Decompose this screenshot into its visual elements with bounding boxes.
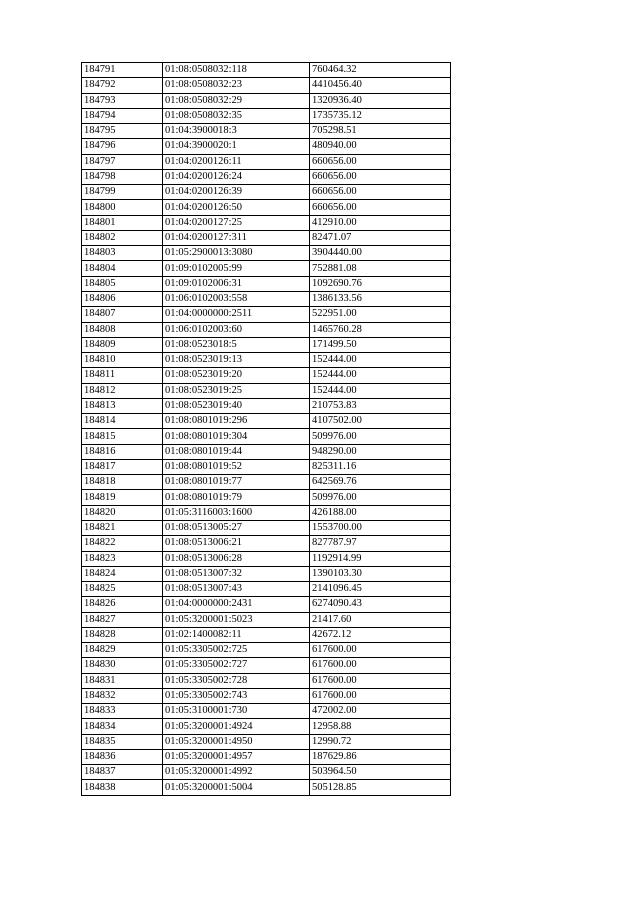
- value-cell: 509976.00: [310, 490, 451, 505]
- cadastral-number-cell: 01:08:0801019:52: [163, 459, 310, 474]
- cadastral-number-cell: 01:08:0801019:79: [163, 490, 310, 505]
- value-cell: 21417.60: [310, 612, 451, 627]
- cadastral-number-cell: 01:08:0523019:25: [163, 383, 310, 398]
- table-row: [82, 765, 451, 780]
- cadastral-number-cell: 01:05:3100001:730: [163, 704, 310, 719]
- value-cell: 642569.76: [310, 475, 451, 490]
- table-row: [82, 520, 451, 535]
- value-cell: 1553700.00: [310, 520, 451, 535]
- table-row: [82, 627, 451, 642]
- cadastral-number-cell: 01:04:0200127:25: [163, 215, 310, 230]
- data-table: [81, 62, 451, 796]
- cadastral-number-cell: 01:09:0102005:99: [163, 261, 310, 276]
- value-cell: 948290.00: [310, 444, 451, 459]
- table-row: [82, 230, 451, 245]
- value-cell: 1735735.12: [310, 108, 451, 123]
- table-row: [82, 291, 451, 306]
- cadastral-number-cell: 01:04:3900020:1: [163, 139, 310, 154]
- table-row: [82, 734, 451, 749]
- cadastral-number-cell: 01:04:3900018:3: [163, 124, 310, 139]
- cadastral-number-cell: 01:05:3200001:5023: [163, 612, 310, 627]
- id-cell: 184823: [82, 551, 163, 566]
- table-row: [82, 383, 451, 398]
- id-cell: 184795: [82, 124, 163, 139]
- value-cell: 522951.00: [310, 307, 451, 322]
- value-cell: 152444.00: [310, 383, 451, 398]
- value-cell: 171499.50: [310, 337, 451, 352]
- table-row: [82, 246, 451, 261]
- value-cell: 152444.00: [310, 368, 451, 383]
- value-cell: 210753.83: [310, 398, 451, 413]
- cadastral-number-cell: 01:02:1400082:11: [163, 627, 310, 642]
- table-row: [82, 63, 451, 78]
- id-cell: 184798: [82, 169, 163, 184]
- cadastral-number-cell: 01:08:0508032:35: [163, 108, 310, 123]
- table-row: [82, 536, 451, 551]
- value-cell: 6274090.43: [310, 597, 451, 612]
- cadastral-number-cell: 01:04:0200127:311: [163, 230, 310, 245]
- id-cell: 184792: [82, 78, 163, 93]
- table-row: [82, 566, 451, 581]
- table-row: [82, 490, 451, 505]
- cadastral-number-cell: 01:05:3305002:725: [163, 643, 310, 658]
- value-cell: 1465760.28: [310, 322, 451, 337]
- id-cell: 184808: [82, 322, 163, 337]
- cadastral-number-cell: 01:04:0200126:39: [163, 185, 310, 200]
- value-cell: 617600.00: [310, 643, 451, 658]
- value-cell: 1390103.30: [310, 566, 451, 581]
- id-cell: 184830: [82, 658, 163, 673]
- cadastral-number-cell: 01:08:0513007:32: [163, 566, 310, 581]
- table-row: [82, 276, 451, 291]
- id-cell: 184832: [82, 688, 163, 703]
- id-cell: 184807: [82, 307, 163, 322]
- value-cell: 660656.00: [310, 185, 451, 200]
- table-row: [82, 612, 451, 627]
- table-row: [82, 780, 451, 795]
- value-cell: 472002.00: [310, 704, 451, 719]
- value-cell: 12990.72: [310, 734, 451, 749]
- value-cell: 752881.08: [310, 261, 451, 276]
- value-cell: 42672.12: [310, 627, 451, 642]
- value-cell: 1092690.76: [310, 276, 451, 291]
- value-cell: 660656.00: [310, 154, 451, 169]
- value-cell: 509976.00: [310, 429, 451, 444]
- cadastral-number-cell: 01:05:3305002:728: [163, 673, 310, 688]
- id-cell: 184813: [82, 398, 163, 413]
- value-cell: 660656.00: [310, 169, 451, 184]
- value-cell: 660656.00: [310, 200, 451, 215]
- cadastral-number-cell: 01:05:3200001:5004: [163, 780, 310, 795]
- id-cell: 184817: [82, 459, 163, 474]
- id-cell: 184796: [82, 139, 163, 154]
- table-row: [82, 475, 451, 490]
- table-row: [82, 185, 451, 200]
- cadastral-number-cell: 01:05:3200001:4957: [163, 749, 310, 764]
- id-cell: 184822: [82, 536, 163, 551]
- value-cell: 2141096.45: [310, 582, 451, 597]
- cadastral-number-cell: 01:05:3200001:4924: [163, 719, 310, 734]
- cadastral-number-cell: 01:08:0513006:21: [163, 536, 310, 551]
- cadastral-number-cell: 01:05:3305002:743: [163, 688, 310, 703]
- id-cell: 184801: [82, 215, 163, 230]
- table-row: [82, 139, 451, 154]
- id-cell: 184814: [82, 414, 163, 429]
- table-row: [82, 551, 451, 566]
- table-row: [82, 597, 451, 612]
- table-row: [82, 368, 451, 383]
- cadastral-number-cell: 01:08:0801019:304: [163, 429, 310, 444]
- cadastral-number-cell: 01:08:0523018:5: [163, 337, 310, 352]
- cadastral-number-cell: 01:05:3200001:4992: [163, 765, 310, 780]
- table-row: [82, 261, 451, 276]
- id-cell: 184794: [82, 108, 163, 123]
- value-cell: 617600.00: [310, 658, 451, 673]
- table-row: [82, 704, 451, 719]
- id-cell: 184809: [82, 337, 163, 352]
- cadastral-number-cell: 01:05:3116003:1600: [163, 505, 310, 520]
- value-cell: 827787.97: [310, 536, 451, 551]
- table-row: [82, 169, 451, 184]
- id-cell: 184824: [82, 566, 163, 581]
- id-cell: 184821: [82, 520, 163, 535]
- value-cell: 480940.00: [310, 139, 451, 154]
- value-cell: 1320936.40: [310, 93, 451, 108]
- id-cell: 184815: [82, 429, 163, 444]
- cadastral-number-cell: 01:04:0200126:24: [163, 169, 310, 184]
- table-row: [82, 749, 451, 764]
- id-cell: 184791: [82, 63, 163, 78]
- id-cell: 184837: [82, 765, 163, 780]
- cadastral-number-cell: 01:04:0200126:11: [163, 154, 310, 169]
- cadastral-number-cell: 01:08:0513007:43: [163, 582, 310, 597]
- value-cell: 1192914.99: [310, 551, 451, 566]
- id-cell: 184826: [82, 597, 163, 612]
- id-cell: 184833: [82, 704, 163, 719]
- value-cell: 4107502.00: [310, 414, 451, 429]
- value-cell: 503964.50: [310, 765, 451, 780]
- cadastral-number-cell: 01:04:0200126:50: [163, 200, 310, 215]
- id-cell: 184799: [82, 185, 163, 200]
- cadastral-number-cell: 01:08:0508032:23: [163, 78, 310, 93]
- id-cell: 184836: [82, 749, 163, 764]
- cadastral-number-cell: 01:08:0523019:20: [163, 368, 310, 383]
- id-cell: 184818: [82, 475, 163, 490]
- cadastral-number-cell: 01:09:0102006:31: [163, 276, 310, 291]
- table-row: [82, 658, 451, 673]
- table-row: [82, 459, 451, 474]
- cadastral-number-cell: 01:08:0508032:29: [163, 93, 310, 108]
- table-row: [82, 154, 451, 169]
- table-row: [82, 322, 451, 337]
- value-cell: 705298.51: [310, 124, 451, 139]
- cadastral-number-cell: 01:08:0801019:77: [163, 475, 310, 490]
- id-cell: 184827: [82, 612, 163, 627]
- cadastral-number-cell: 01:08:0523019:13: [163, 353, 310, 368]
- value-cell: 82471.07: [310, 230, 451, 245]
- table-row: [82, 643, 451, 658]
- cadastral-number-cell: 01:08:0523019:40: [163, 398, 310, 413]
- id-cell: 184803: [82, 246, 163, 261]
- table-row: [82, 353, 451, 368]
- value-cell: 617600.00: [310, 688, 451, 703]
- value-cell: 412910.00: [310, 215, 451, 230]
- id-cell: 184797: [82, 154, 163, 169]
- table-row: [82, 78, 451, 93]
- cadastral-number-cell: 01:08:0508032:118: [163, 63, 310, 78]
- value-cell: 12958.88: [310, 719, 451, 734]
- cadastral-number-cell: 01:08:0801019:44: [163, 444, 310, 459]
- cadastral-number-cell: 01:06:0102003:60: [163, 322, 310, 337]
- value-cell: 1386133.56: [310, 291, 451, 306]
- table-row: [82, 673, 451, 688]
- value-cell: 3904440.00: [310, 246, 451, 261]
- id-cell: 184806: [82, 291, 163, 306]
- table-row: [82, 414, 451, 429]
- id-cell: 184835: [82, 734, 163, 749]
- id-cell: 184834: [82, 719, 163, 734]
- table-row: [82, 505, 451, 520]
- id-cell: 184820: [82, 505, 163, 520]
- cadastral-number-cell: 01:04:0000000:2511: [163, 307, 310, 322]
- table-row: [82, 307, 451, 322]
- id-cell: 184828: [82, 627, 163, 642]
- value-cell: 505128.85: [310, 780, 451, 795]
- table-row: [82, 200, 451, 215]
- id-cell: 184831: [82, 673, 163, 688]
- table-row: [82, 108, 451, 123]
- table-row: [82, 93, 451, 108]
- value-cell: 152444.00: [310, 353, 451, 368]
- cadastral-number-cell: 01:05:3305002:727: [163, 658, 310, 673]
- table-row: [82, 215, 451, 230]
- cadastral-number-cell: 01:05:2900013:3080: [163, 246, 310, 261]
- value-cell: 426188.00: [310, 505, 451, 520]
- value-cell: 617600.00: [310, 673, 451, 688]
- table-row: [82, 582, 451, 597]
- id-cell: 184804: [82, 261, 163, 276]
- id-cell: 184819: [82, 490, 163, 505]
- id-cell: 184816: [82, 444, 163, 459]
- cadastral-number-cell: 01:08:0513006:28: [163, 551, 310, 566]
- table-row: [82, 688, 451, 703]
- id-cell: 184829: [82, 643, 163, 658]
- value-cell: 187629.86: [310, 749, 451, 764]
- table-row: [82, 124, 451, 139]
- value-cell: 825311.16: [310, 459, 451, 474]
- cadastral-number-cell: 01:08:0801019:296: [163, 414, 310, 429]
- table-row: [82, 429, 451, 444]
- cadastral-number-cell: 01:08:0513005:27: [163, 520, 310, 535]
- table-row: [82, 398, 451, 413]
- id-cell: 184838: [82, 780, 163, 795]
- id-cell: 184811: [82, 368, 163, 383]
- id-cell: 184810: [82, 353, 163, 368]
- id-cell: 184800: [82, 200, 163, 215]
- id-cell: 184793: [82, 93, 163, 108]
- id-cell: 184805: [82, 276, 163, 291]
- cadastral-number-cell: 01:04:0000000:2431: [163, 597, 310, 612]
- table-body: [82, 63, 451, 796]
- table-row: [82, 337, 451, 352]
- cadastral-number-cell: 01:05:3200001:4950: [163, 734, 310, 749]
- id-cell: 184812: [82, 383, 163, 398]
- id-cell: 184825: [82, 582, 163, 597]
- value-cell: 4410456.40: [310, 78, 451, 93]
- table-row: [82, 719, 451, 734]
- cadastral-number-cell: 01:06:0102003:558: [163, 291, 310, 306]
- table-row: [82, 444, 451, 459]
- value-cell: 760464.32: [310, 63, 451, 78]
- id-cell: 184802: [82, 230, 163, 245]
